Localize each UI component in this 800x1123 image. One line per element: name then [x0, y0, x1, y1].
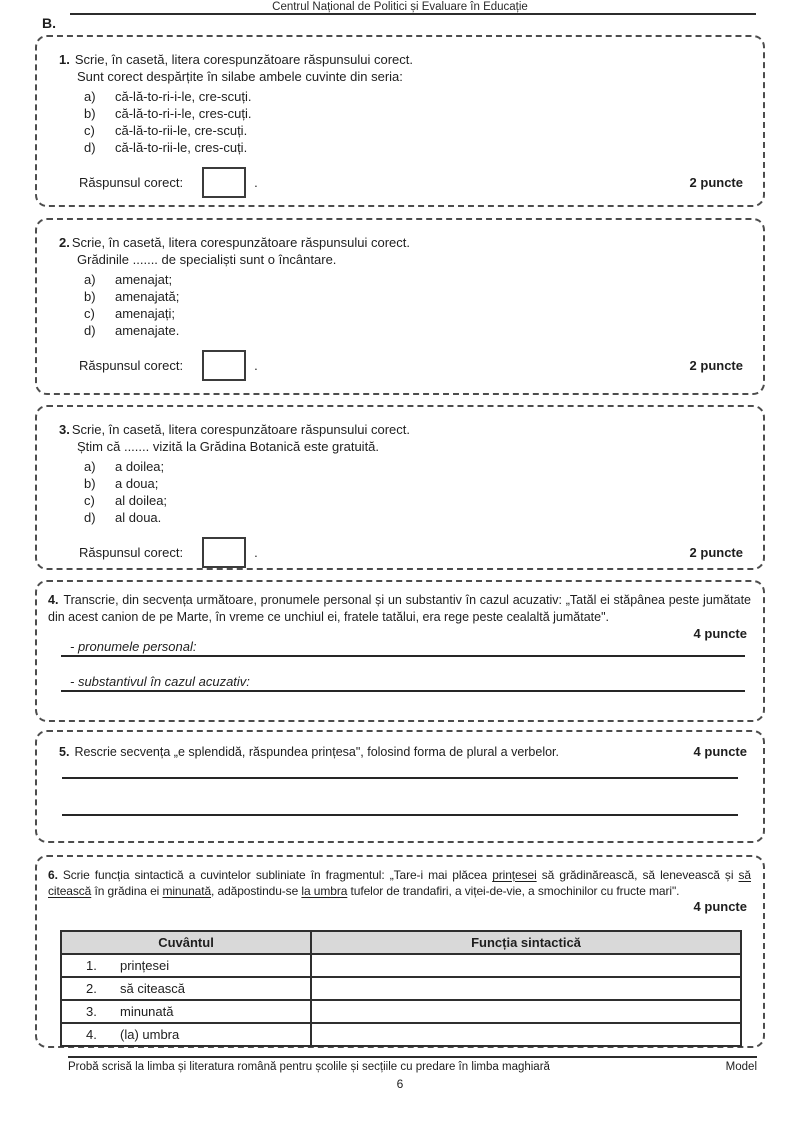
option-letter: c) — [84, 493, 95, 508]
points-label: 4 puncte — [693, 626, 747, 641]
answer-box[interactable] — [202, 167, 246, 198]
option-text: al doilea; — [115, 493, 168, 508]
option-text: amenajată; — [115, 289, 180, 304]
question-1-box — [35, 35, 765, 207]
question-5-statement: Rescrie secvența „e splendidă, răspundea prințesa", folosind forma de plural a verbelor. — [74, 745, 560, 759]
word-cell — [61, 1023, 311, 1046]
header-divider — [70, 13, 756, 15]
answer-row — [79, 350, 743, 381]
option-row — [84, 475, 763, 492]
option-letter: a) — [84, 459, 96, 474]
question-5-box — [35, 730, 765, 843]
option-text: amenajat; — [115, 272, 173, 287]
option-row — [84, 509, 763, 526]
question-4-box — [35, 580, 765, 722]
option-row — [84, 105, 763, 122]
option-row — [84, 139, 763, 156]
table-row — [61, 1000, 741, 1023]
option-row — [84, 305, 763, 322]
option-letter: b) — [84, 289, 96, 304]
question-3-number: 3. — [59, 422, 70, 437]
word-text: minunată — [120, 1004, 174, 1019]
question-1-number: 1. — [59, 52, 70, 67]
table-row — [61, 977, 741, 1000]
question-1-options — [84, 88, 763, 156]
row-number: 3. — [86, 1004, 97, 1019]
question-4-text — [48, 592, 751, 626]
option-row — [84, 288, 763, 305]
blank-answer-line[interactable] — [62, 777, 738, 779]
question-5-text — [59, 745, 559, 759]
question-6-box — [35, 855, 765, 1048]
word-text: să citească — [120, 981, 186, 996]
word-cell — [61, 977, 311, 1000]
answer-box[interactable] — [202, 537, 246, 568]
table-header-function: Funcția sintactică — [311, 931, 741, 954]
option-letter: d) — [84, 510, 96, 525]
question-2-prompt: Scrie, în casetă, litera corespunzătoare răspunsului corect. — [71, 235, 411, 250]
answer-period: . — [254, 175, 258, 190]
footer-exam-title: Probă scrisă la limba și literatura română pentru școlile și secțiile cu predare în limba maghiară — [68, 1061, 550, 1073]
question-1-stem: Sunt corect despărțite în silabe ambele cuvinte din seria: — [77, 69, 403, 84]
option-text: al doua. — [115, 510, 162, 525]
option-text: că-lă-to-rii-le, cre-scuți. — [115, 123, 248, 138]
row-number: 2. — [86, 981, 97, 996]
answer-period: . — [254, 545, 258, 560]
answer-label: Răspunsul corect: — [79, 358, 184, 373]
function-cell[interactable] — [311, 954, 741, 977]
question-3-prompt-line — [59, 407, 749, 438]
option-text: amenajate. — [115, 323, 180, 338]
answer-label: Răspunsul corect: — [79, 545, 184, 560]
write-line-label: - pronumele personal: — [70, 639, 197, 654]
question-2-number: 2. — [59, 235, 70, 250]
option-text: că-lă-to-rii-le, cres-cuți. — [115, 140, 248, 155]
word-text: (la) umbra — [120, 1027, 180, 1042]
points-label: 2 puncte — [689, 358, 743, 373]
row-number: 4. — [86, 1027, 97, 1042]
question-2-box — [35, 218, 765, 395]
write-line-label: - substantivul în cazul acuzativ: — [70, 674, 250, 689]
question-2-stem: Grădinile ....... de specialiști sunt o încântare. — [77, 252, 337, 267]
option-letter: d) — [84, 323, 96, 338]
question-6-text — [48, 867, 751, 899]
question-2-options — [84, 271, 763, 339]
page-number: 6 — [396, 1077, 404, 1091]
question-3-options — [84, 458, 763, 526]
question-3-stem: Știm că ....... vizită la Grădina Botanică este gratuită. — [77, 439, 380, 454]
word-cell — [61, 954, 311, 977]
option-letter: d) — [84, 140, 96, 155]
option-row — [84, 322, 763, 339]
answer-row — [79, 537, 743, 568]
points-label: 2 puncte — [689, 175, 743, 190]
answer-row — [79, 167, 743, 198]
option-text: a doua; — [115, 476, 159, 491]
question-4-statement: Transcrie, din secvența următoare, pronumele personal și un substantiv în cazul acuzativ: „Tatăl ei stăpânea peste jumătate din acest canion de pe Marte, în vreme ce unchiul ei, fratele tatălui, era rege peste cealaltă jumătate". — [48, 593, 751, 624]
answer-box[interactable] — [202, 350, 246, 381]
answer-label: Răspunsul corect: — [79, 175, 184, 190]
question-1-prompt: Scrie, în casetă, litera corespunzătoare răspunsului corect. — [74, 52, 414, 67]
option-letter: c) — [84, 306, 95, 321]
question-6-number: 6. — [48, 868, 58, 882]
answer-period: . — [254, 358, 258, 373]
points-label: 2 puncte — [689, 545, 743, 560]
word-cell — [61, 1000, 311, 1023]
option-row — [84, 458, 763, 475]
page-header-title: Centrul Național de Politici și Evaluare în Educație — [272, 1, 528, 13]
points-label: 4 puncte — [693, 899, 747, 914]
section-label: B. — [42, 15, 56, 31]
option-letter: a) — [84, 89, 96, 104]
option-text: amenajați; — [115, 306, 175, 321]
syntactic-function-table — [60, 930, 742, 1047]
blank-answer-line[interactable] — [62, 814, 738, 816]
question-6-statement: Scrie funcția sintactică a cuvintelor subliniate în fragmentul: „Tare-i mai plăcea prințesei să grădinărească, să lenevească și să citească în grădina ei minunată, adăpostindu-se la umbra tufelor de trandafiri, a viței-de-vie, a smochinilor cu fructe mari". — [48, 868, 751, 898]
function-cell[interactable] — [311, 1000, 741, 1023]
row-number: 1. — [86, 958, 97, 973]
table-header-word: Cuvântul — [61, 931, 311, 954]
function-cell[interactable] — [311, 977, 741, 1000]
option-text: a doilea; — [115, 459, 165, 474]
points-label: 4 puncte — [693, 744, 747, 759]
option-letter: a) — [84, 272, 96, 287]
question-2-prompt-line — [59, 220, 749, 251]
footer-divider — [68, 1056, 757, 1058]
option-letter: c) — [84, 123, 95, 138]
question-5-number: 5. — [59, 745, 70, 759]
option-row — [84, 271, 763, 288]
footer-model-label: Model — [725, 1061, 757, 1073]
question-4-number: 4. — [48, 593, 59, 607]
question-3-box — [35, 405, 765, 570]
option-letter: b) — [84, 106, 96, 121]
word-text: prințesei — [120, 958, 170, 973]
option-row — [84, 122, 763, 139]
write-line-pronoun[interactable] — [61, 627, 745, 657]
question-5-prompt-line — [59, 744, 747, 759]
question-1-prompt-line — [59, 37, 749, 68]
option-row — [84, 492, 763, 509]
write-line-noun[interactable] — [61, 657, 745, 692]
option-text: că-lă-to-ri-i-le, cre-scuți. — [115, 89, 252, 104]
option-text: că-lă-to-ri-i-le, cres-cuți. — [115, 106, 252, 121]
table-row — [61, 1023, 741, 1046]
option-row — [84, 88, 763, 105]
option-letter: b) — [84, 476, 96, 491]
function-cell[interactable] — [311, 1023, 741, 1046]
question-3-prompt: Scrie, în casetă, litera corespunzătoare răspunsului corect. — [71, 422, 411, 437]
table-header-row — [61, 931, 741, 954]
table-row — [61, 954, 741, 977]
